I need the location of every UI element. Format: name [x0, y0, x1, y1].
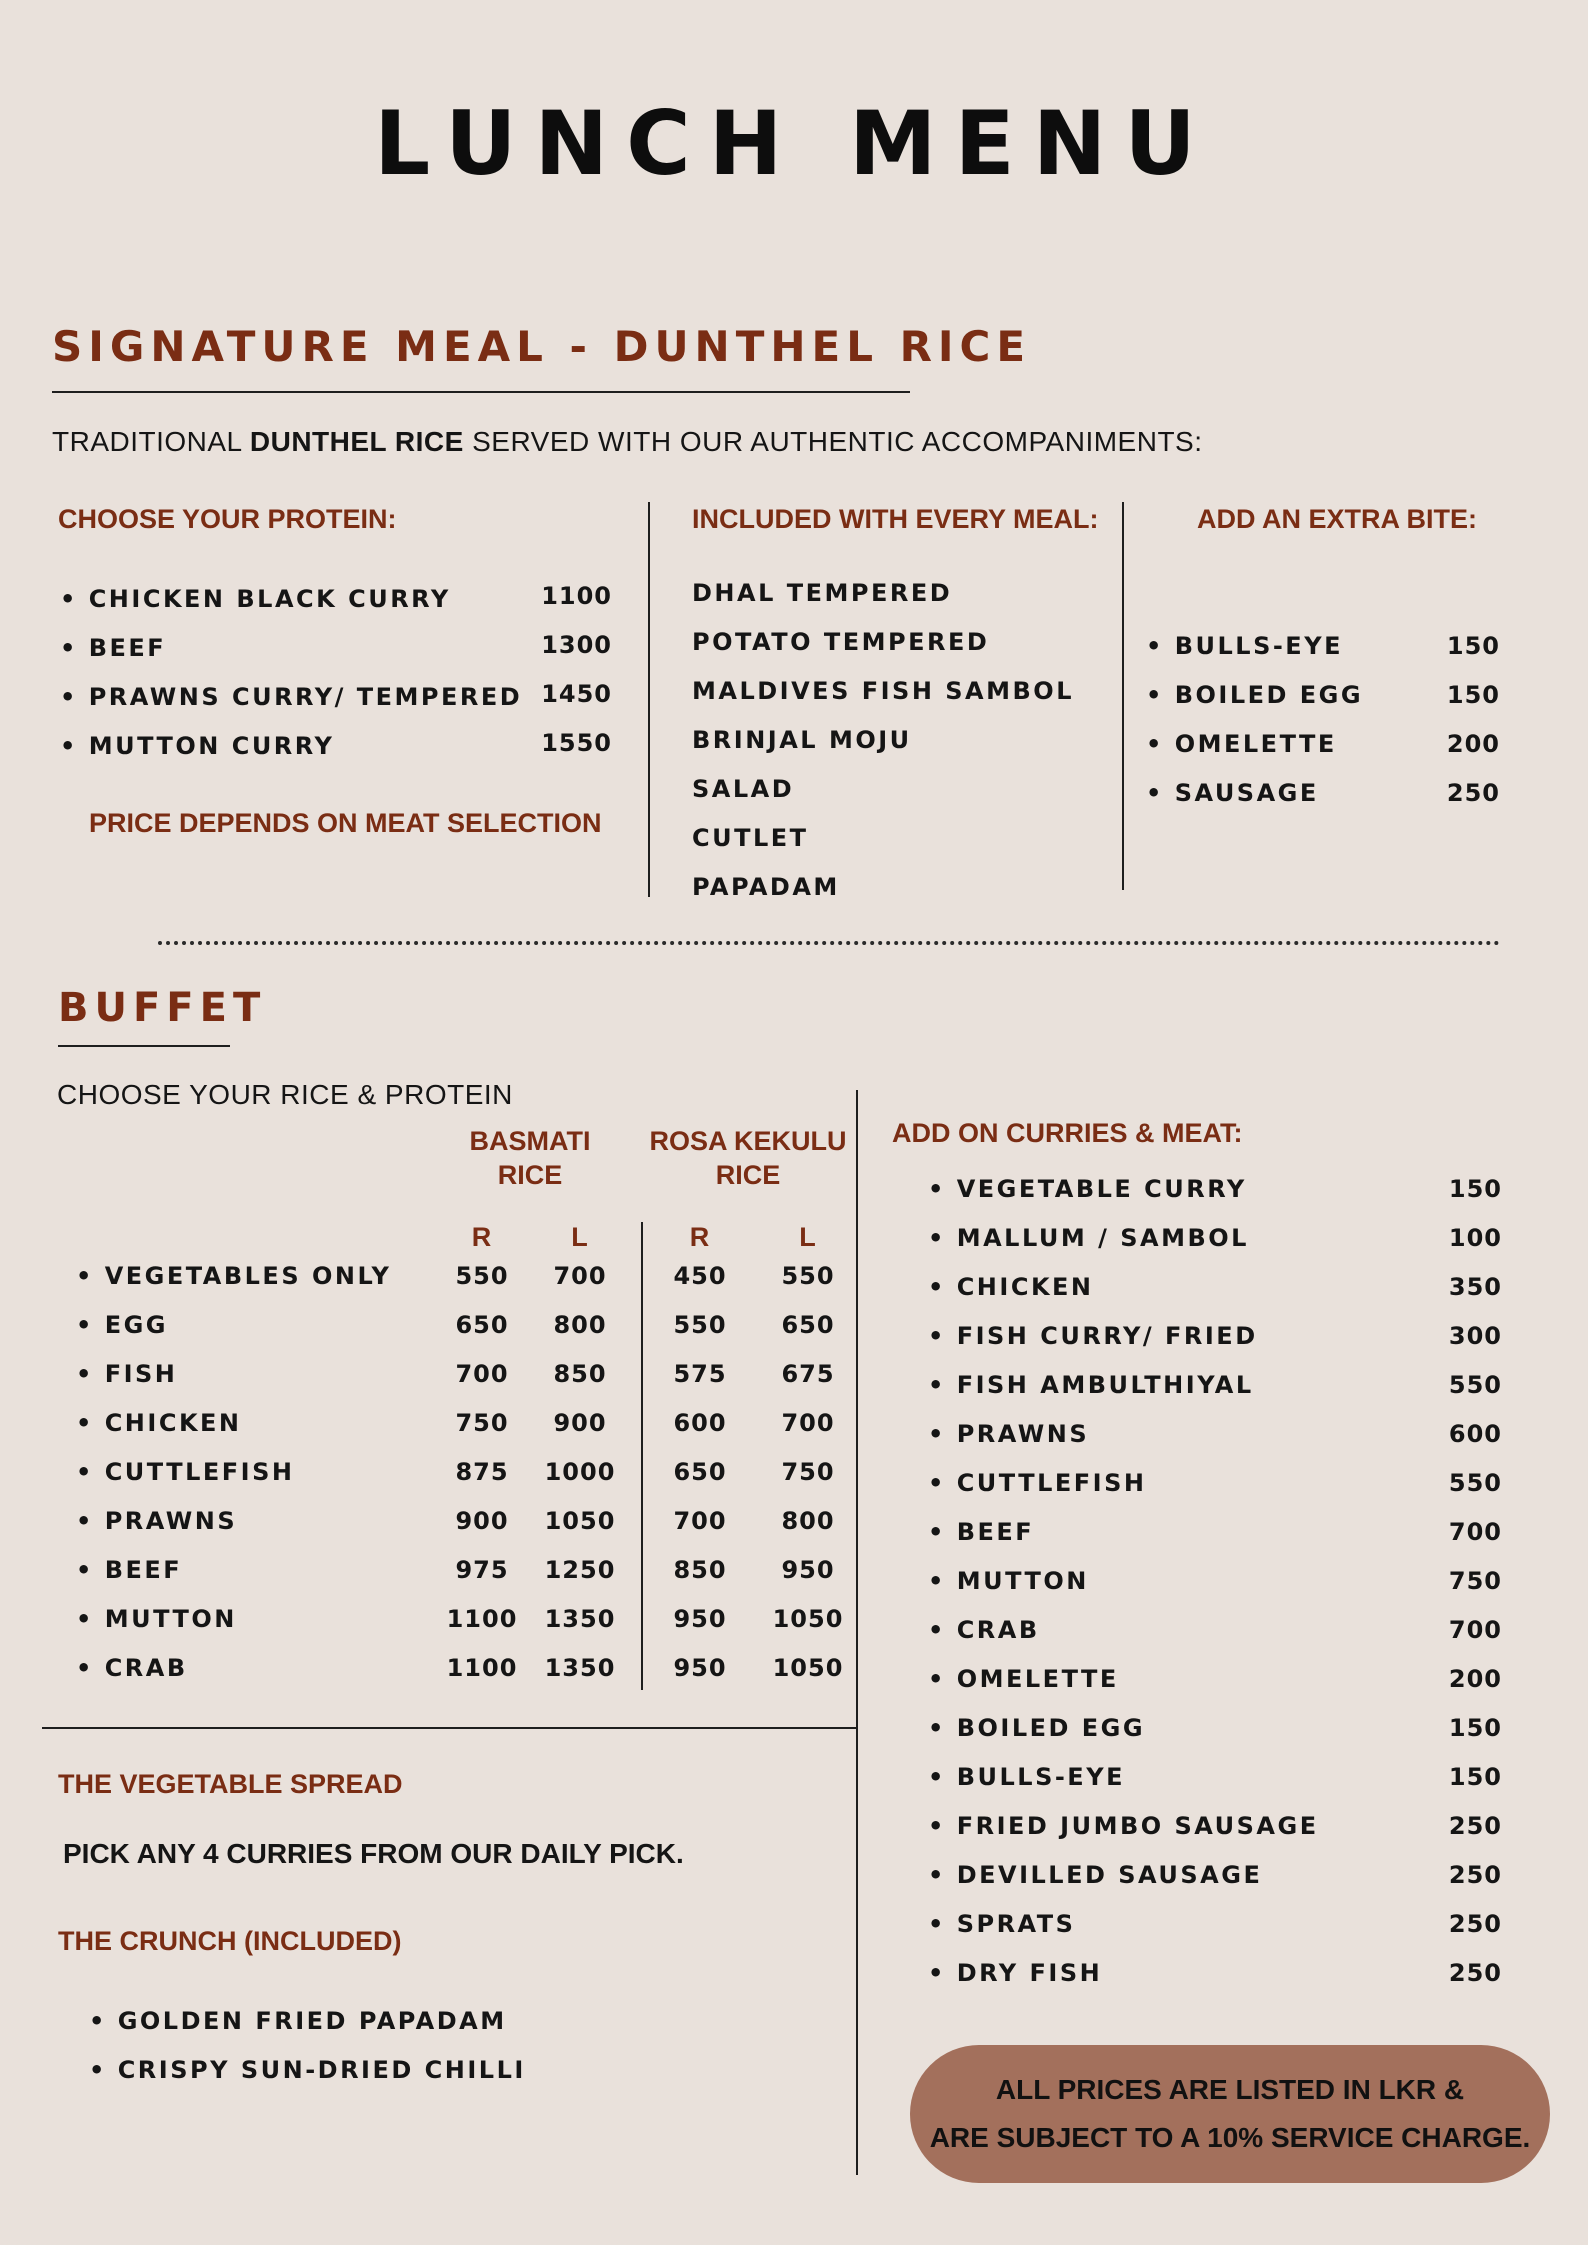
buffet-price-cell: 850 — [553, 1360, 607, 1388]
buffet-price-cell: 450 — [673, 1262, 727, 1290]
buffet-price-cell: 900 — [553, 1409, 607, 1437]
addon-price: 150 — [1448, 1714, 1502, 1742]
buffet-price-cell: 550 — [781, 1262, 835, 1290]
protein-price: 1550 — [541, 729, 612, 757]
extra-item: • SAUSAGE — [1146, 779, 1319, 807]
addon-item: • PRAWNS — [928, 1420, 1090, 1448]
addon-price: 250 — [1448, 1861, 1502, 1889]
buffet-row-name: • FISH — [76, 1360, 178, 1388]
protein-item: • CHICKEN BLACK CURRY — [60, 585, 451, 613]
protein-item: • MUTTON CURRY — [60, 732, 335, 760]
buffet-row-name: • MUTTON — [76, 1605, 237, 1633]
buffet-price-cell: 1250 — [544, 1556, 616, 1584]
protein-heading: CHOOSE YOUR PROTEIN: — [58, 504, 397, 534]
addon-item: • BEEF — [928, 1518, 1035, 1546]
addon-item: • MUTTON — [928, 1567, 1089, 1595]
crunch-item: • CRISPY SUN-DRIED CHILLI — [89, 2056, 526, 2084]
addon-item: • BULLS-EYE — [928, 1763, 1125, 1791]
size-header: L — [799, 1222, 817, 1252]
addon-price: 700 — [1448, 1518, 1502, 1546]
included-item: POTATO TEMPERED — [692, 628, 990, 656]
buffet-price-cell: 650 — [673, 1458, 727, 1486]
buffet-row-name: • VEGETABLES ONLY — [76, 1262, 392, 1290]
buffet-price-cell: 750 — [455, 1409, 509, 1437]
addon-item: • DEVILLED SAUSAGE — [928, 1861, 1263, 1889]
addon-price: 150 — [1448, 1175, 1502, 1203]
buffet-price-cell: 1050 — [772, 1605, 844, 1633]
addon-item: • SPRATS — [928, 1910, 1076, 1938]
buffet-heading: BUFFET — [58, 985, 267, 1031]
addon-price: 250 — [1448, 1910, 1502, 1938]
buffet-price-cell: 1100 — [446, 1654, 518, 1682]
basmati-rice-header: BASMATI RICE — [469, 1126, 591, 1190]
crunch-item: • GOLDEN FRIED PAPADAM — [89, 2007, 507, 2035]
buffet-row-name: • CRAB — [76, 1654, 188, 1682]
buffet-subheading: CHOOSE YOUR RICE & PROTEIN — [57, 1079, 513, 1110]
protein-price: 1300 — [541, 631, 612, 659]
protein-price: 1450 — [541, 680, 612, 708]
rosa-kekulu-rice-header: ROSA KEKULU RICE — [649, 1126, 847, 1190]
protein-note: PRICE DEPENDS ON MEAT SELECTION — [89, 808, 602, 838]
protein-price: 1100 — [541, 582, 612, 610]
included-heading: INCLUDED WITH EVERY MEAL: — [692, 504, 1099, 534]
extra-item: • BULLS-EYE — [1146, 632, 1343, 660]
addon-price: 750 — [1448, 1567, 1502, 1595]
buffet-price-cell: 800 — [781, 1507, 835, 1535]
addon-price: 300 — [1448, 1322, 1502, 1350]
buffet-column-divider — [856, 1090, 858, 2175]
service-charge-note: ALL PRICES ARE LISTED IN LKR & ARE SUBJECT TO A 10% SERVICE CHARGE. — [910, 2045, 1550, 2183]
buffet-row-name: • CUTTLEFISH — [76, 1458, 295, 1486]
buffet-price-cell: 650 — [781, 1311, 835, 1339]
buffet-heading-underline — [58, 1045, 230, 1047]
signature-heading: SIGNATURE MEAL - DUNTHEL RICE — [52, 322, 1032, 371]
size-header: L — [571, 1222, 589, 1252]
addon-price: 150 — [1448, 1763, 1502, 1791]
extra-price: 150 — [1446, 632, 1500, 660]
included-item: BRINJAL MOJU — [692, 726, 912, 754]
addon-price: 550 — [1448, 1469, 1502, 1497]
signature-heading-underline — [52, 391, 910, 393]
size-header: R — [689, 1222, 711, 1252]
addon-item: • FISH AMBULTHIYAL — [928, 1371, 1254, 1399]
buffet-price-cell: 950 — [673, 1654, 727, 1682]
buffet-horizontal-divider — [42, 1727, 856, 1729]
addon-price: 350 — [1448, 1273, 1502, 1301]
addon-price: 600 — [1448, 1420, 1502, 1448]
page-title: LUNCH MENU — [374, 92, 1214, 195]
included-item: PAPADAM — [692, 873, 840, 901]
addon-heading: ADD ON CURRIES & MEAT: — [892, 1118, 1243, 1148]
addon-item: • MALLUM / SAMBOL — [928, 1224, 1249, 1252]
buffet-price-cell: 700 — [455, 1360, 509, 1388]
buffet-price-cell: 550 — [455, 1262, 509, 1290]
included-item: DHAL TEMPERED — [692, 579, 953, 607]
buffet-price-cell: 975 — [455, 1556, 509, 1584]
buffet-price-cell: 1000 — [544, 1458, 616, 1486]
buffet-price-cell: 750 — [781, 1458, 835, 1486]
column-divider — [648, 502, 650, 897]
buffet-row-name: • BEEF — [76, 1556, 183, 1584]
extra-price: 200 — [1446, 730, 1500, 758]
buffet-price-cell: 700 — [673, 1507, 727, 1535]
buffet-price-cell: 1350 — [544, 1605, 616, 1633]
addon-item: • FRIED JUMBO SAUSAGE — [928, 1812, 1319, 1840]
buffet-price-cell: 800 — [553, 1311, 607, 1339]
extra-item: • BOILED EGG — [1146, 681, 1364, 709]
buffet-price-cell: 1050 — [772, 1654, 844, 1682]
buffet-price-cell: 575 — [673, 1360, 727, 1388]
buffet-price-cell: 1050 — [544, 1507, 616, 1535]
buffet-price-cell: 550 — [673, 1311, 727, 1339]
buffet-row-name: • PRAWNS — [76, 1507, 238, 1535]
buffet-price-cell: 1100 — [446, 1605, 518, 1633]
veg-spread-heading: THE VEGETABLE SPREAD — [58, 1769, 403, 1799]
addon-price: 550 — [1448, 1371, 1502, 1399]
veg-spread-text: PICK ANY 4 CURRIES FROM OUR DAILY PICK. — [63, 1838, 684, 1869]
addon-item: • CUTTLEFISH — [928, 1469, 1147, 1497]
addon-item: • CRAB — [928, 1616, 1040, 1644]
buffet-price-cell: 675 — [781, 1360, 835, 1388]
buffet-price-cell: 875 — [455, 1458, 509, 1486]
extra-price: 250 — [1446, 779, 1500, 807]
extra-item: • OMELETTE — [1146, 730, 1337, 758]
addon-price: 700 — [1448, 1616, 1502, 1644]
dotted-divider — [158, 941, 1500, 945]
buffet-price-cell: 950 — [781, 1556, 835, 1584]
buffet-row-name: • CHICKEN — [76, 1409, 242, 1437]
protein-item: • BEEF — [60, 634, 167, 662]
addon-item: • DRY FISH — [928, 1959, 1103, 1987]
addon-item: • BOILED EGG — [928, 1714, 1146, 1742]
buffet-price-cell: 950 — [673, 1605, 727, 1633]
extra-heading: ADD AN EXTRA BITE: — [1197, 504, 1477, 534]
addon-item: • CHICKEN — [928, 1273, 1094, 1301]
addon-price: 200 — [1448, 1665, 1502, 1693]
signature-intro: TRADITIONAL DUNTHEL RICE SERVED WITH OUR AUTHENTIC ACCOMPANIMENTS: — [52, 426, 1203, 457]
buffet-price-cell: 1350 — [544, 1654, 616, 1682]
protein-item: • PRAWNS CURRY/ TEMPERED — [60, 683, 523, 711]
size-header: R — [471, 1222, 493, 1252]
buffet-price-cell: 700 — [553, 1262, 607, 1290]
addon-item: • VEGETABLE CURRY — [928, 1175, 1247, 1203]
addon-price: 100 — [1448, 1224, 1502, 1252]
addon-price: 250 — [1448, 1959, 1502, 1987]
buffet-price-cell: 700 — [781, 1409, 835, 1437]
buffet-row-name: • EGG — [76, 1311, 168, 1339]
crunch-heading: THE CRUNCH (INCLUDED) — [58, 1926, 402, 1956]
rice-divider — [641, 1222, 643, 1690]
column-divider — [1122, 502, 1124, 890]
addon-item: • FISH CURRY/ FRIED — [928, 1322, 1258, 1350]
extra-price: 150 — [1446, 681, 1500, 709]
included-item: MALDIVES FISH SAMBOL — [692, 677, 1074, 705]
addon-item: • OMELETTE — [928, 1665, 1119, 1693]
buffet-price-cell: 650 — [455, 1311, 509, 1339]
buffet-price-cell: 900 — [455, 1507, 509, 1535]
buffet-price-cell: 850 — [673, 1556, 727, 1584]
included-item: CUTLET — [692, 824, 809, 852]
buffet-price-cell: 600 — [673, 1409, 727, 1437]
included-item: SALAD — [692, 775, 795, 803]
addon-price: 250 — [1448, 1812, 1502, 1840]
